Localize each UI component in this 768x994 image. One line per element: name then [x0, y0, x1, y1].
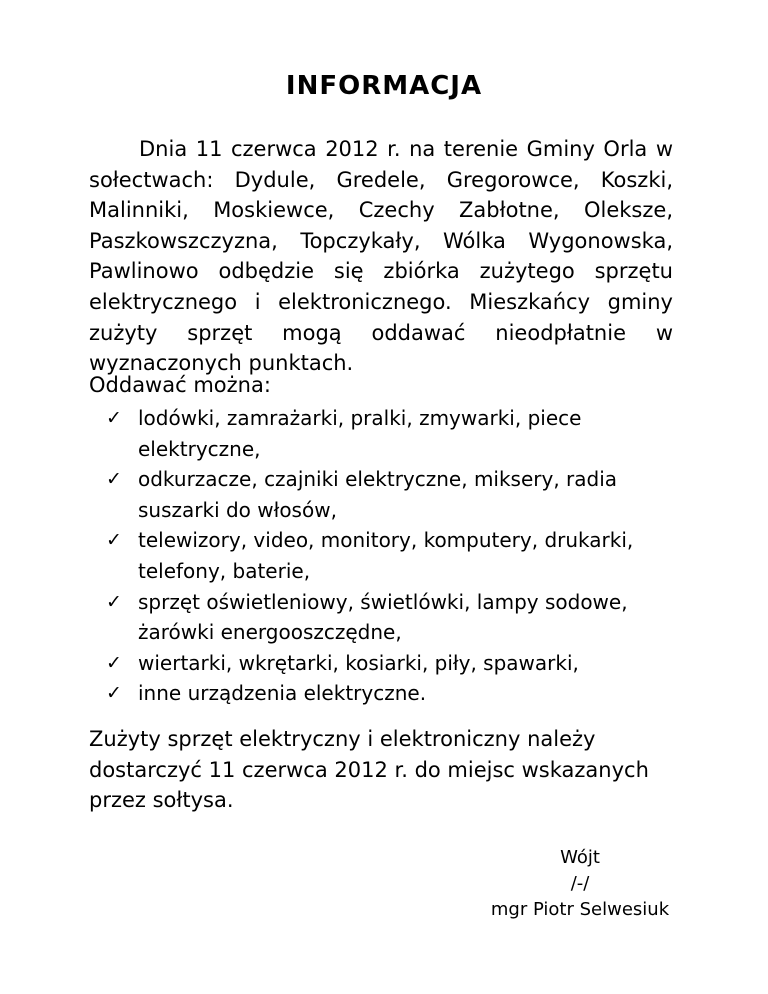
list-item-text: telewizory, video, monitory, komputery, drukarki, telefony, baterie, [138, 528, 634, 583]
checkmark-icon: ✓ [106, 468, 122, 491]
closing-paragraph: Zużyty sprzęt elektryczny i elektroniczny należy dostarczyć 11 czerwca 2012 r. do miejsc wskazanych przez sołtysa. [89, 727, 649, 813]
signature-mark: /-/ [570, 873, 590, 894]
signature-name: mgr Piotr Selwesiuk [490, 899, 670, 920]
accepted-items-list [106, 403, 686, 709]
document-title: INFORMACJA [285, 71, 483, 101]
list-item-text: wiertarki, wkrętarki, kosiarki, piły, spawarki, [138, 650, 579, 675]
list-item-text: lodówki, zamrażarki, pralki, zmywarki, piece elektryczne, [138, 406, 582, 461]
signature-title: Wójt [560, 847, 600, 868]
list-item [106, 648, 686, 679]
list-item-text: sprzęt oświetleniowy, świetlówki, lampy sodowe, żarówki energooszczędne, [138, 589, 628, 645]
list-item [106, 403, 686, 464]
checkmark-icon: ✓ [106, 529, 122, 552]
list-item [106, 464, 686, 525]
checkmark-icon: ✓ [106, 407, 122, 429]
list-item [106, 678, 686, 709]
list-heading: Oddawać można: [89, 373, 271, 397]
checkmark-icon: ✓ [106, 651, 122, 674]
list-item-text: odkurzacze, czajniki elektryczne, miksery, radia suszarki do włosów, [138, 467, 618, 522]
list-item-text: inne urządzenia elektryczne. [138, 681, 427, 706]
checkmark-icon: ✓ [106, 682, 122, 705]
list-item [106, 525, 686, 586]
intro-paragraph: Dnia 11 czerwca 2012 r. na terenie Gminy Orla w sołectwach: Dydule, Gredele, Gregorowce, Koszki, Malinniki, Moskiewce, Czechy Zabłotne, Oleksze, Paszkowszczyzna, Topczykały, Wólka Wygonowska, Pawlinowo odbędzie się zbiórka zużytego sprzętu elektrycznego i elektronicznego. Mieszkańcy gminy zużyty sprzęt mogą oddawać nieodpłatnie w wyznaczonych punktach. [89, 137, 673, 376]
checkmark-icon: ✓ [106, 590, 122, 613]
list-item [106, 587, 686, 648]
